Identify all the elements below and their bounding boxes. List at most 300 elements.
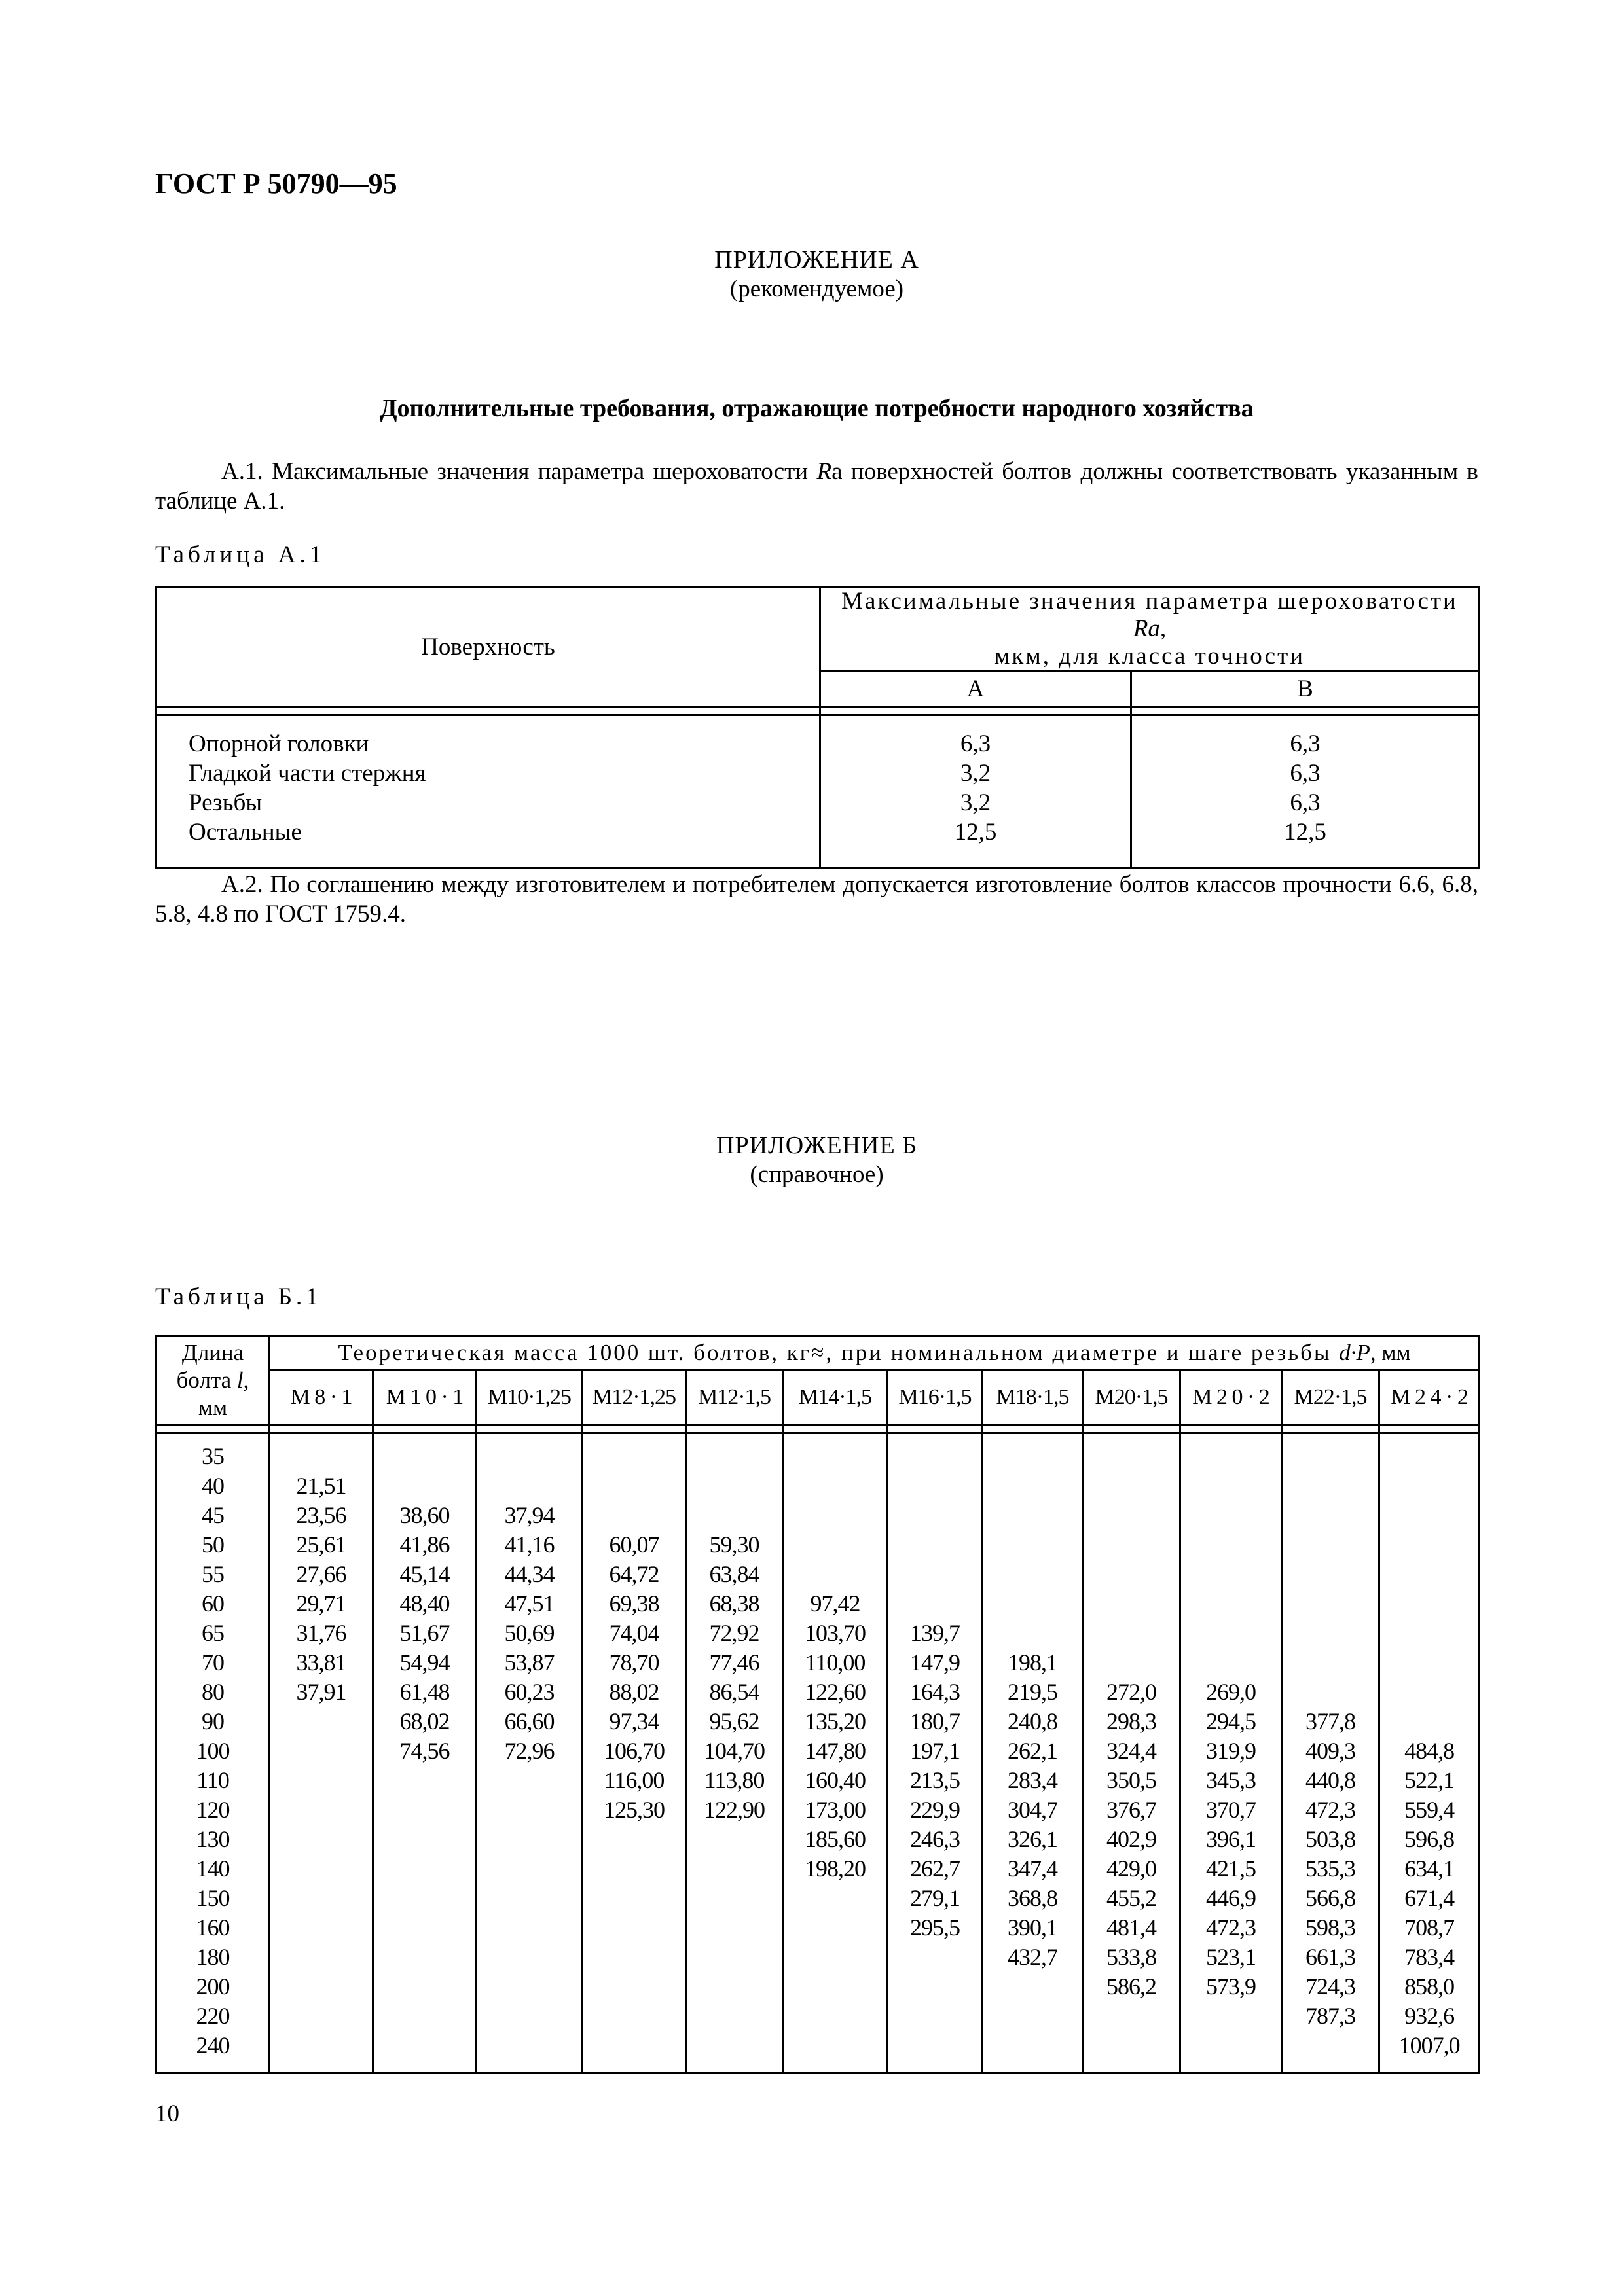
cell-mass: 88,02 <box>583 1677 686 1707</box>
cell-mass: 402,9 <box>1083 1825 1180 1854</box>
cell-mass: 48,40 <box>373 1589 477 1619</box>
table-row <box>156 715 1480 759</box>
cell-mass <box>1282 1619 1379 1648</box>
cell-mass <box>686 2031 783 2073</box>
table-row <box>156 1619 1480 1648</box>
column-header: М18·1,5 <box>983 1370 1083 1425</box>
cell-mass <box>1379 1530 1480 1560</box>
cell-mass: 246,3 <box>888 1825 983 1854</box>
cell-mass <box>783 1433 888 1472</box>
cell-length: 180 <box>156 1943 270 1972</box>
cell-mass: 472,3 <box>1282 1795 1379 1825</box>
cell-mass <box>686 1501 783 1530</box>
cell-mass: 283,4 <box>983 1766 1083 1795</box>
cell-mass: 122,60 <box>783 1677 888 1707</box>
cell-mass: 345,3 <box>1180 1766 1282 1795</box>
cell-mass <box>477 1825 583 1854</box>
header-text: Длина <box>181 1340 244 1365</box>
cell-mass: 198,1 <box>983 1648 1083 1677</box>
cell-mass <box>477 1471 583 1501</box>
cell-mass <box>686 1433 783 1472</box>
cell-mass: 787,3 <box>1282 2001 1379 2031</box>
cell-mass: 110,00 <box>783 1648 888 1677</box>
appendix-b-title: ПРИЛОЖЕНИЕ Б <box>716 1132 917 1159</box>
cell-mass <box>983 1972 1083 2001</box>
divider <box>270 1425 373 1433</box>
cell-mass <box>983 2001 1083 2031</box>
column-header: М16·1,5 <box>888 1370 983 1425</box>
table-row <box>156 788 1480 817</box>
cell-mass <box>373 1825 477 1854</box>
cell-mass: 68,02 <box>373 1707 477 1736</box>
cell-mass: 533,8 <box>1083 1943 1180 1972</box>
cell-mass <box>1379 1501 1480 1530</box>
cell-mass: 37,91 <box>270 1677 373 1707</box>
header-text: Максимальные значения параметра шероховатости <box>841 588 1458 615</box>
cell-mass: 78,70 <box>583 1648 686 1677</box>
table-a1 <box>155 586 1480 869</box>
cell-mass: 350,5 <box>1083 1766 1180 1795</box>
cell-mass: 421,5 <box>1180 1854 1282 1884</box>
table-row <box>156 1766 1480 1795</box>
cell-mass <box>1282 1648 1379 1677</box>
divider <box>1282 1425 1379 1433</box>
cell-mass: 298,3 <box>1083 1707 1180 1736</box>
cell-mass <box>888 1471 983 1501</box>
cell-mass: 47,51 <box>477 1589 583 1619</box>
appendix-b-subtitle: (справочное) <box>750 1161 884 1188</box>
cell-length: 45 <box>156 1501 270 1530</box>
cell-mass <box>270 2001 373 2031</box>
cell-mass: 69,38 <box>583 1589 686 1619</box>
paragraph-a1 <box>155 457 1478 516</box>
cell-mass <box>270 1943 373 1972</box>
cell-mass: 304,7 <box>983 1795 1083 1825</box>
cell-mass: 324,4 <box>1083 1736 1180 1766</box>
cell-mass: 60,23 <box>477 1677 583 1707</box>
cell-mass: 708,7 <box>1379 1913 1480 1943</box>
cell-mass: 97,42 <box>783 1589 888 1619</box>
header-text: болта <box>176 1367 232 1393</box>
cell-mass: 66,60 <box>477 1707 583 1736</box>
cell-mass <box>1379 1648 1480 1677</box>
cell-mass: 106,70 <box>583 1736 686 1766</box>
cell-mass <box>1180 1501 1282 1530</box>
cell-mass: 23,56 <box>270 1501 373 1530</box>
table-row <box>156 1433 1480 1472</box>
cell-length: 150 <box>156 1884 270 1913</box>
cell-surface: Опорной головки <box>156 715 820 759</box>
cell-mass: 634,1 <box>1379 1854 1480 1884</box>
cell-mass <box>583 2031 686 2073</box>
cell-mass: 535,3 <box>1282 1854 1379 1884</box>
cell-mass <box>1180 2001 1282 2031</box>
cell-mass: 783,4 <box>1379 1943 1480 1972</box>
cell-mass: 573,9 <box>1180 1972 1282 2001</box>
cell-mass <box>783 1972 888 2001</box>
cell-mass <box>270 1766 373 1795</box>
table-row <box>156 1648 1480 1677</box>
cell-mass <box>1282 1471 1379 1501</box>
cell-mass: 53,87 <box>477 1648 583 1677</box>
cell-mass <box>477 1972 583 2001</box>
column-header: М 2 4 · 2 <box>1379 1370 1480 1425</box>
document-code: ГОСТ Р 50790—95 <box>155 168 397 200</box>
cell-mass: 103,70 <box>783 1619 888 1648</box>
appendix-a-title: ПРИЛОЖЕНИЕ А <box>714 246 919 274</box>
cell-mass <box>1282 1530 1379 1560</box>
cell-mass: 50,69 <box>477 1619 583 1648</box>
page-number: 10 <box>155 2100 179 2127</box>
cell-mass: 147,9 <box>888 1648 983 1677</box>
cell-mass: 724,3 <box>1282 1972 1379 2001</box>
cell-mass <box>888 2031 983 2073</box>
cell-b: 6,3 <box>1131 788 1480 817</box>
cell-mass <box>270 1854 373 1884</box>
cell-mass: 51,67 <box>373 1619 477 1648</box>
table-row <box>156 1560 1480 1589</box>
cell-length: 50 <box>156 1530 270 1560</box>
header-class-a: А <box>820 672 1131 707</box>
cell-mass: 135,20 <box>783 1707 888 1736</box>
cell-mass: 503,8 <box>1282 1825 1379 1854</box>
cell-mass: 185,60 <box>783 1825 888 1854</box>
cell-mass <box>783 1943 888 1972</box>
cell-mass: 198,20 <box>783 1854 888 1884</box>
table-row <box>156 1707 1480 1736</box>
cell-mass <box>270 2031 373 2073</box>
cell-mass <box>477 1913 583 1943</box>
cell-mass <box>983 1433 1083 1472</box>
cell-mass: 97,34 <box>583 1707 686 1736</box>
cell-mass: 64,72 <box>583 1560 686 1589</box>
table-row <box>156 1501 1480 1530</box>
header-italic: d·P <box>1339 1340 1370 1365</box>
para-italic: R <box>816 458 832 485</box>
cell-length: 40 <box>156 1471 270 1501</box>
cell-mass: 95,62 <box>686 1707 783 1736</box>
cell-mass <box>583 1884 686 1913</box>
cell-length: 35 <box>156 1433 270 1472</box>
cell-mass: 173,00 <box>783 1795 888 1825</box>
cell-mass: 409,3 <box>1282 1736 1379 1766</box>
cell-mass: 370,7 <box>1180 1795 1282 1825</box>
cell-mass: 269,0 <box>1180 1677 1282 1707</box>
cell-length: 70 <box>156 1648 270 1677</box>
cell-mass <box>583 1854 686 1884</box>
column-header: М10·1,25 <box>477 1370 583 1425</box>
cell-mass <box>1083 1619 1180 1648</box>
cell-mass <box>1379 1589 1480 1619</box>
cell-mass <box>1282 1501 1379 1530</box>
cell-mass: 596,8 <box>1379 1825 1480 1854</box>
cell-mass: 319,9 <box>1180 1736 1282 1766</box>
cell-mass: 86,54 <box>686 1677 783 1707</box>
cell-mass: 661,3 <box>1282 1943 1379 1972</box>
cell-mass: 125,30 <box>583 1795 686 1825</box>
cell-mass: 74,56 <box>373 1736 477 1766</box>
cell-mass: 396,1 <box>1180 1825 1282 1854</box>
cell-mass <box>1379 1677 1480 1707</box>
table-row <box>156 1943 1480 1972</box>
cell-a: 6,3 <box>820 715 1131 759</box>
cell-mass: 390,1 <box>983 1913 1083 1943</box>
cell-mass: 671,4 <box>1379 1884 1480 1913</box>
cell-mass: 63,84 <box>686 1560 783 1589</box>
cell-mass <box>1083 1560 1180 1589</box>
cell-mass: 566,8 <box>1282 1884 1379 1913</box>
cell-surface: Гладкой части стержня <box>156 759 820 788</box>
cell-mass: 432,7 <box>983 1943 1083 1972</box>
table-row <box>156 1530 1480 1560</box>
cell-mass <box>583 2001 686 2031</box>
cell-mass <box>373 1766 477 1795</box>
cell-mass: 164,3 <box>888 1677 983 1707</box>
column-header: М20·1,5 <box>1083 1370 1180 1425</box>
cell-mass: 1007,0 <box>1379 2031 1480 2073</box>
cell-length: 120 <box>156 1795 270 1825</box>
table-a1-caption: Таблица А.1 <box>155 541 326 568</box>
cell-mass: 44,34 <box>477 1560 583 1589</box>
cell-mass <box>1180 1619 1282 1648</box>
cell-mass <box>270 1884 373 1913</box>
cell-mass <box>477 1943 583 1972</box>
cell-mass: 213,5 <box>888 1766 983 1795</box>
cell-mass <box>983 1530 1083 1560</box>
cell-length: 200 <box>156 1972 270 2001</box>
cell-length: 140 <box>156 1854 270 1884</box>
cell-mass <box>888 2001 983 2031</box>
cell-length: 220 <box>156 2001 270 2031</box>
header-text: мкм, для класса точности <box>994 643 1305 670</box>
cell-mass: 429,0 <box>1083 1854 1180 1884</box>
cell-length: 90 <box>156 1707 270 1736</box>
cell-mass: 368,8 <box>983 1884 1083 1913</box>
cell-mass: 484,8 <box>1379 1736 1480 1766</box>
cell-mass <box>373 1433 477 1472</box>
cell-mass: 45,14 <box>373 1560 477 1589</box>
cell-mass: 25,61 <box>270 1530 373 1560</box>
cell-mass <box>983 1589 1083 1619</box>
table-row <box>156 1677 1480 1707</box>
cell-mass: 122,90 <box>686 1795 783 1825</box>
cell-mass <box>1180 1433 1282 1472</box>
cell-mass <box>373 2001 477 2031</box>
cell-mass: 180,7 <box>888 1707 983 1736</box>
cell-mass <box>270 1736 373 1766</box>
cell-mass <box>888 1972 983 2001</box>
cell-mass <box>888 1501 983 1530</box>
cell-mass: 559,4 <box>1379 1795 1480 1825</box>
table-row <box>156 1884 1480 1913</box>
cell-length: 65 <box>156 1619 270 1648</box>
cell-mass <box>373 1884 477 1913</box>
appendix-a-heading: Дополнительные требования, отражающие потребности народного хозяйства <box>380 395 1254 422</box>
cell-length: 60 <box>156 1589 270 1619</box>
cell-mass: 440,8 <box>1282 1766 1379 1795</box>
divider <box>686 1425 783 1433</box>
cell-mass <box>373 2031 477 2073</box>
cell-mass <box>373 1913 477 1943</box>
table-row <box>156 759 1480 788</box>
divider <box>1083 1425 1180 1433</box>
cell-a: 12,5 <box>820 817 1131 868</box>
cell-mass <box>1379 1471 1480 1501</box>
cell-mass <box>888 1589 983 1619</box>
table-row <box>156 1471 1480 1501</box>
cell-mass <box>1083 1501 1180 1530</box>
cell-mass <box>270 1825 373 1854</box>
cell-mass <box>888 1433 983 1472</box>
cell-mass: 472,3 <box>1180 1913 1282 1943</box>
cell-length: 130 <box>156 1825 270 1854</box>
cell-mass: 219,5 <box>983 1677 1083 1707</box>
cell-mass <box>1282 1433 1379 1472</box>
cell-surface: Резьбы <box>156 788 820 817</box>
cell-mass <box>686 1913 783 1943</box>
cell-mass <box>373 1854 477 1884</box>
header-text: , <box>243 1367 249 1393</box>
cell-mass <box>477 1884 583 1913</box>
table-row <box>156 1972 1480 2001</box>
column-header: М 1 0 · 1 <box>373 1370 477 1425</box>
column-header: М14·1,5 <box>783 1370 888 1425</box>
column-header: М12·1,5 <box>686 1370 783 1425</box>
cell-mass <box>783 2001 888 2031</box>
table-row <box>156 1913 1480 1943</box>
cell-mass <box>783 1471 888 1501</box>
cell-mass <box>477 2001 583 2031</box>
cell-mass: 262,7 <box>888 1854 983 1884</box>
cell-mass <box>783 1884 888 1913</box>
appendix-a-subtitle: (рекомендуемое) <box>729 276 904 302</box>
column-header: М22·1,5 <box>1282 1370 1379 1425</box>
cell-mass: 160,40 <box>783 1766 888 1795</box>
cell-length: 240 <box>156 2031 270 2073</box>
cell-mass: 21,51 <box>270 1471 373 1501</box>
cell-mass <box>477 1854 583 1884</box>
header-roughness <box>820 587 1480 672</box>
cell-mass: 455,2 <box>1083 1884 1180 1913</box>
cell-mass <box>783 2031 888 2073</box>
cell-mass <box>270 1795 373 1825</box>
cell-mass <box>888 1530 983 1560</box>
cell-mass <box>373 1471 477 1501</box>
cell-mass <box>583 1825 686 1854</box>
table-row <box>156 2031 1480 2073</box>
cell-mass <box>686 1943 783 1972</box>
cell-mass <box>583 1471 686 1501</box>
cell-mass: 262,1 <box>983 1736 1083 1766</box>
cell-mass: 376,7 <box>1083 1795 1180 1825</box>
cell-mass: 33,81 <box>270 1648 373 1677</box>
cell-mass <box>583 1972 686 2001</box>
cell-mass <box>686 1972 783 2001</box>
cell-mass <box>983 2031 1083 2073</box>
cell-mass: 77,46 <box>686 1648 783 1677</box>
para-text: А.1. Максимальные значения параметра шероховатости <box>221 458 817 485</box>
divider <box>156 1425 270 1433</box>
cell-length: 160 <box>156 1913 270 1943</box>
cell-mass <box>270 1433 373 1472</box>
cell-mass: 377,8 <box>1282 1707 1379 1736</box>
cell-mass: 27,66 <box>270 1560 373 1589</box>
cell-mass <box>373 1795 477 1825</box>
cell-mass: 240,8 <box>983 1707 1083 1736</box>
para-text: a поверхностей болтов должны соответствовать указанным в таблице А.1. <box>155 458 1478 514</box>
header-italic: Ra <box>1133 615 1160 642</box>
cell-mass <box>477 1766 583 1795</box>
cell-mass: 104,70 <box>686 1736 783 1766</box>
cell-mass <box>686 2001 783 2031</box>
cell-mass <box>1282 1677 1379 1707</box>
cell-mass: 41,86 <box>373 1530 477 1560</box>
table-row <box>156 1795 1480 1825</box>
cell-mass <box>1180 2031 1282 2073</box>
table-row <box>156 1825 1480 1854</box>
cell-surface: Остальные <box>156 817 820 868</box>
cell-b: 6,3 <box>1131 715 1480 759</box>
cell-mass <box>983 1619 1083 1648</box>
cell-mass <box>477 2031 583 2073</box>
header-text: , <box>1159 615 1167 642</box>
cell-mass: 858,0 <box>1379 1972 1480 2001</box>
cell-mass <box>1083 2031 1180 2073</box>
cell-mass <box>783 1560 888 1589</box>
divider <box>983 1425 1083 1433</box>
header-text: Теоретическая масса 1000 шт. болтов, кг≈, при номинальном диаметре и шаге резьбы <box>338 1340 1340 1365</box>
cell-mass: 41,16 <box>477 1530 583 1560</box>
cell-mass: 37,94 <box>477 1501 583 1530</box>
cell-mass: 113,80 <box>686 1766 783 1795</box>
cell-mass: 68,38 <box>686 1589 783 1619</box>
cell-mass: 61,48 <box>373 1677 477 1707</box>
cell-mass <box>583 1433 686 1472</box>
table-b1 <box>155 1335 1480 2074</box>
table-row <box>156 817 1480 868</box>
divider <box>783 1425 888 1433</box>
header-class-b: В <box>1131 672 1480 707</box>
cell-b: 6,3 <box>1131 759 1480 788</box>
cell-mass <box>1180 1530 1282 1560</box>
cell-mass <box>1282 2031 1379 2073</box>
header-italic: l <box>236 1367 244 1393</box>
cell-a: 3,2 <box>820 759 1131 788</box>
cell-mass <box>1180 1648 1282 1677</box>
cell-mass <box>270 1913 373 1943</box>
column-header: М12·1,25 <box>583 1370 686 1425</box>
cell-mass <box>1282 1589 1379 1619</box>
divider <box>1180 1425 1282 1433</box>
divider <box>888 1425 983 1433</box>
divider <box>583 1425 686 1433</box>
cell-mass <box>1083 1648 1180 1677</box>
table-row <box>156 2001 1480 2031</box>
cell-mass: 523,1 <box>1180 1943 1282 1972</box>
cell-mass: 294,5 <box>1180 1707 1282 1736</box>
table-row <box>156 1854 1480 1884</box>
cell-length: 80 <box>156 1677 270 1707</box>
cell-mass: 139,7 <box>888 1619 983 1648</box>
cell-mass: 446,9 <box>1180 1884 1282 1913</box>
cell-mass: 598,3 <box>1282 1913 1379 1943</box>
header-text: , мм <box>1370 1340 1411 1365</box>
cell-mass <box>1180 1589 1282 1619</box>
cell-mass <box>783 1530 888 1560</box>
table-row <box>156 1589 1480 1619</box>
cell-mass: 481,4 <box>1083 1913 1180 1943</box>
cell-mass: 295,5 <box>888 1913 983 1943</box>
